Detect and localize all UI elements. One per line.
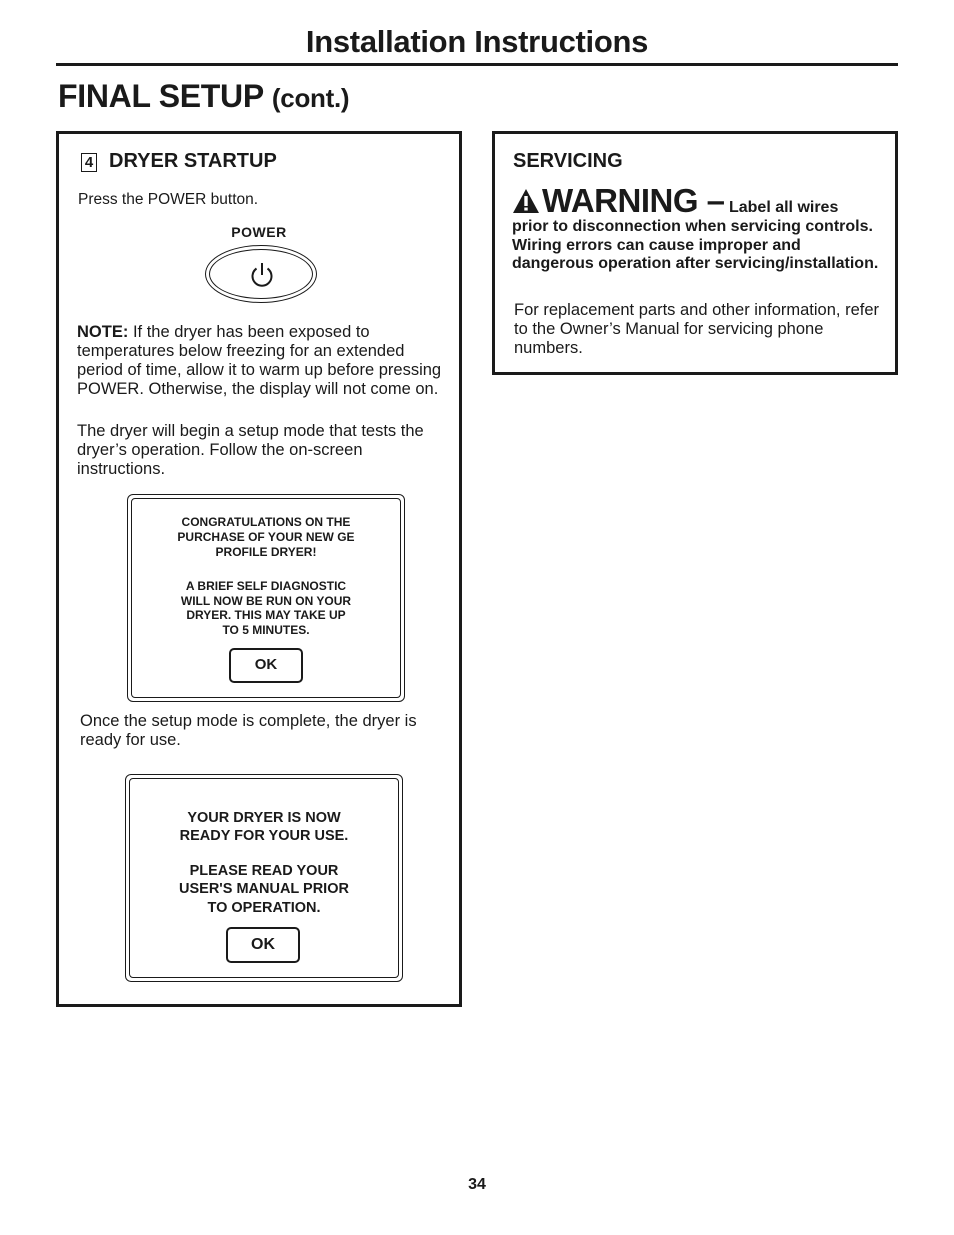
page-number: 34 <box>468 1176 486 1193</box>
section-title-text: FINAL SETUP <box>58 78 264 114</box>
screen-line: PURCHASE OF YOUR NEW GE <box>177 530 355 544</box>
dryer-startup-box <box>56 131 462 1007</box>
note-text: If the dryer has been exposed to temperatures below freezing for an extended period of time, allow it to warm up before pressing POWER. Otherwise, the display will not come on. <box>77 323 442 398</box>
warning-heading <box>512 182 838 220</box>
warning-text: prior to disconnection when servicing controls. Wiring errors can cause improper and dangerous operation after servicing/installation. <box>512 218 879 272</box>
screen-line: PROFILE DRYER! <box>215 545 317 559</box>
screen-line: PLEASE READ YOUR <box>189 863 339 879</box>
section-title-suffix: (cont.) <box>271 83 350 113</box>
ok-button[interactable]: OK <box>226 927 300 963</box>
page-header-title: Installation Instructions <box>305 24 649 59</box>
note-paragraph <box>77 323 449 399</box>
congratulations-screen <box>127 494 405 702</box>
screen-line: TO OPERATION. <box>207 900 321 916</box>
power-label: POWER <box>231 224 287 240</box>
power-icon <box>249 261 275 289</box>
warning-triangle-icon <box>512 188 540 214</box>
screen-line: DRYER. THIS MAY TAKE UP <box>186 608 346 622</box>
setup-complete-text: Once the setup mode is complete, the dryer is ready for use. <box>80 712 417 749</box>
power-button-illustration <box>205 245 317 303</box>
screen-line: YOUR DRYER IS NOW <box>187 810 341 826</box>
dryer-startup-title: DRYER STARTUP <box>109 150 277 172</box>
setup-mode-text: The dryer will begin a setup mode that tests the dryer’s operation. Follow the on-screen instructions. <box>77 422 424 478</box>
warning-word: WARNING – <box>542 182 725 219</box>
servicing-info-text: For replacement parts and other information, refer to the Owner’s Manual for servicing phone numbers. <box>514 301 880 357</box>
ok-button[interactable]: OK <box>229 648 303 683</box>
screen-line: TO 5 MINUTES. <box>222 623 310 637</box>
servicing-title: SERVICING <box>513 150 623 172</box>
note-label: NOTE: <box>77 323 129 341</box>
screen-line: READY FOR YOUR USE. <box>179 828 349 844</box>
warning-first-text: Label all wires <box>728 199 839 216</box>
ready-screen <box>125 774 403 982</box>
header-rule <box>56 63 898 66</box>
step-number: 4 <box>81 153 97 172</box>
section-title <box>58 78 349 115</box>
press-power-text: Press the POWER button. <box>78 191 259 208</box>
servicing-box <box>492 131 898 375</box>
screen-line: USER'S MANUAL PRIOR <box>179 881 349 897</box>
screen-line: WILL NOW BE RUN ON YOUR <box>180 594 352 608</box>
screen-line: CONGRATULATIONS ON THE <box>181 515 351 529</box>
screen-line: A BRIEF SELF DIAGNOSTIC <box>185 579 347 593</box>
